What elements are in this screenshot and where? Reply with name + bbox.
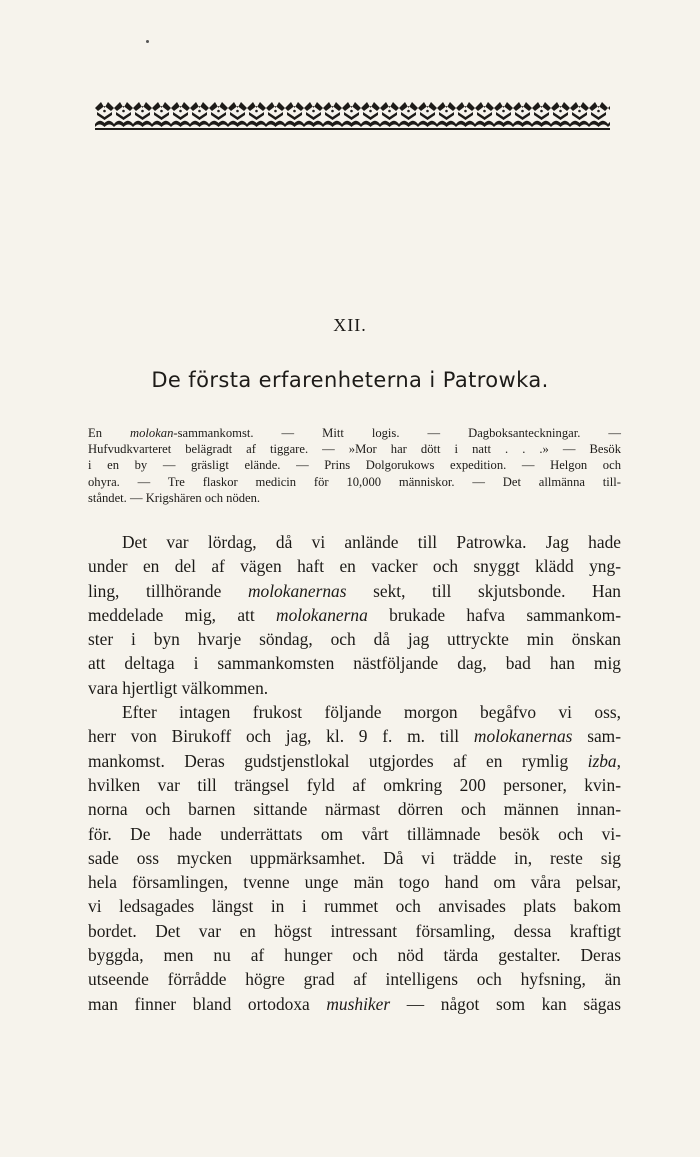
summary-line (88, 425, 621, 441)
italic-term: molokanernas (473, 726, 573, 747)
text-run: sekt, till skjutsbonde. Han (346, 580, 621, 601)
summary-line (88, 457, 621, 473)
text-run: -sammankomst. — Mitt logis. — Dagboksanteckningar. — (173, 426, 621, 440)
body-line (88, 627, 621, 651)
text-run: byggda, men nu af hunger och nöd tärda gestalter. Deras (88, 945, 621, 966)
text-run: under en del af vägen haft en vacker och snyggt klädd yng- (88, 556, 621, 577)
text-run: sam- (572, 726, 622, 747)
summary-line (88, 490, 621, 506)
body-line (88, 894, 621, 918)
body-line (88, 749, 621, 773)
text-run: meddelade mig, att (88, 604, 277, 625)
italic-term: izba (587, 750, 617, 771)
body-line (88, 651, 621, 675)
body-line (88, 797, 621, 821)
text-run: , (616, 750, 621, 771)
body-line (88, 603, 621, 627)
text-run: Det var lördag, då vi anlände till Patrowka. Jag hade (122, 532, 621, 552)
body-line (88, 530, 621, 554)
text-run: man finner bland ortodoxa (88, 993, 327, 1014)
text-run: mankomst. Deras gudstjenstlokal utgjordes af en rymlig (88, 750, 588, 771)
chapter-number: XII. (333, 315, 367, 335)
text-run: att deltaga i sammankomsten nästföljande dag, bad han mig (88, 653, 621, 674)
body-line (88, 822, 621, 846)
body-line (88, 676, 621, 700)
text-run: — något som kan sägas (390, 993, 621, 1014)
body-line (88, 554, 621, 578)
text-run: för. De hade underrättats om vårt tillämnade besök och vi- (88, 823, 621, 844)
text-run: ståndet. — Krigshären och nöden. (88, 490, 261, 505)
text-run: brukade hafva sammankom- (367, 604, 621, 625)
text-run: norna och barnen sittande närmast dörren och männen innan- (88, 799, 621, 820)
text-run: ohyra. — Tre flaskor medicin för 10,000 människor. — Det allmänna till- (88, 474, 621, 489)
text-run: hela församlingen, tvenne unge män togo hand om våra pelsar, (88, 872, 621, 893)
italic-term: molokanerna (276, 604, 368, 625)
text-run: Hufvudkvarteret belägradt af tiggare. — »Mor har dött i natt . . .» — Besök (88, 442, 621, 457)
chapter-title: De första erfarenheterna i Patrowka. (151, 368, 549, 392)
text-run: ster i byn hvarje söndag, och då jag uttryckte min önskan (88, 629, 621, 650)
body-line (88, 967, 621, 991)
text-run: sade oss mycken uppmärksamhet. Då vi trädde in, reste sig (88, 847, 621, 868)
text-run: herr von Birukoff och jag, kl. 9 f. m. till (88, 726, 474, 747)
text-run: En (88, 426, 131, 440)
body-line (88, 870, 621, 894)
body-line (88, 919, 621, 943)
text-run: Efter intagen frukost följande morgon begåfvo vi oss, (122, 702, 621, 723)
summary-line (88, 474, 621, 490)
text-run: vi ledsagades längst in i rummet och anvisades plats bakom (88, 896, 621, 917)
text-run: utseende förrådde högre grad af intelligens och hyfsning, än (88, 969, 621, 990)
body-line (88, 724, 621, 748)
body-text (88, 530, 621, 1016)
italic-term: molokan (130, 426, 174, 440)
text-run: hvilken var till trängsel fyld af omkring 200 personer, kvin- (88, 774, 621, 795)
text-run: i en by — gräsligt elände. — Prins Dolgorukows expedition. — Helgon och (88, 458, 621, 473)
italic-term: mushiker (326, 993, 391, 1014)
body-line (88, 579, 621, 603)
body-line (88, 943, 621, 967)
summary-line (88, 441, 621, 457)
body-line (88, 846, 621, 870)
body-line (88, 992, 621, 1016)
text-run: ling, tillhörande (88, 580, 248, 601)
page-speck (146, 40, 149, 43)
text-run: vara hjertligt välkommen. (88, 677, 269, 698)
chapter-summary (88, 425, 621, 506)
italic-term: molokanernas (247, 580, 347, 601)
decorative-header-ornament (95, 100, 610, 130)
body-line (88, 773, 621, 797)
body-line (88, 700, 621, 724)
text-run: bordet. Det var en högst intressant församling, dessa kraftigt (88, 920, 621, 941)
